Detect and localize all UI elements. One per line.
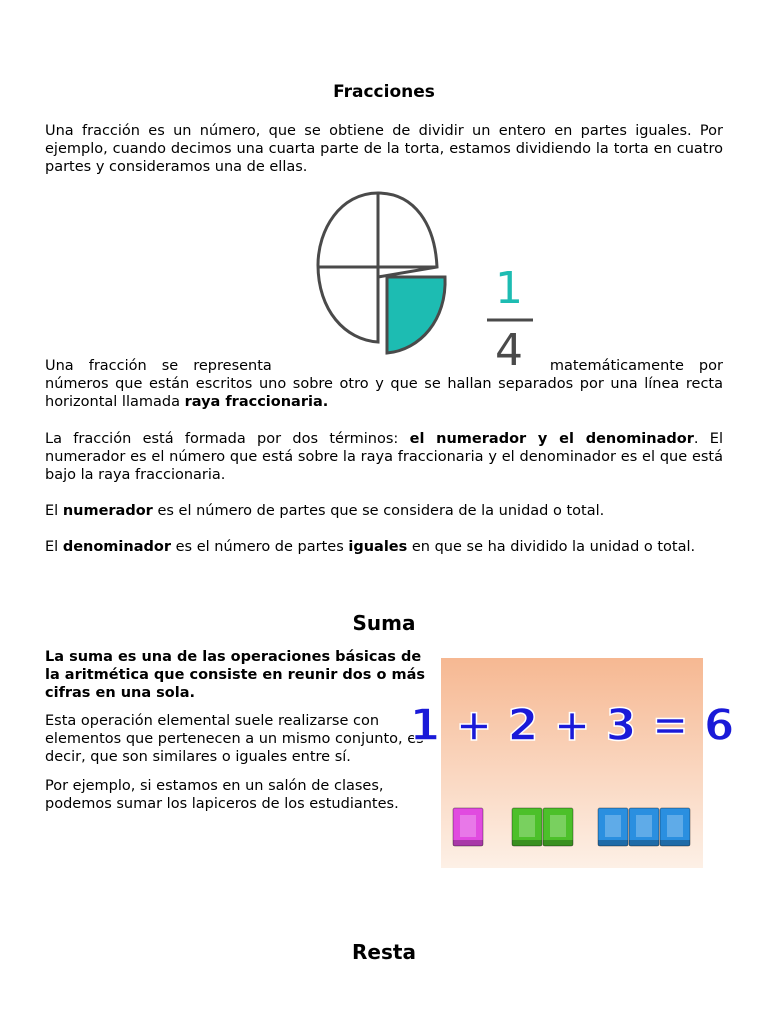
suma-bold-intro: La suma es una de las operaciones básicas de la aritmética que consiste en reunir dos o más cifras en una sola. [45,649,425,701]
addition-equation: 1 + 2 + 3 = 6 [409,700,735,751]
section-title-resta: Resta [352,940,416,964]
fraction-denominator: 4 [495,325,523,376]
suma-illustration [409,658,735,868]
fracciones-intro: Una fracción es un número, que se obtiene de dividir un entero en partes iguales. Por ejemplo, cuando decimos una cuarta parte de la torta, estamos dividiendo la torta en cuatro partes y consideramos una de ellas. [45,123,723,175]
counting-block-shadow [543,840,573,846]
counting-block-highlight [605,815,621,837]
suma-paragraph-2: Por ejemplo, si estamos en un salón de clases, podemos sumar los lapiceros de los estudiantes. [45,778,399,812]
word: por [698,358,723,374]
text: es el número de partes [171,539,349,555]
pie-shaded-quarter [387,277,445,353]
figure-gap [287,357,535,375]
text: números que están escritos uno sobre otro y que se hallan separados por una línea recta horizontal llamada [45,376,723,410]
counting-block-highlight [460,815,476,837]
counting-block-highlight [636,815,652,837]
suma-paragraph-1: Esta operación elemental suele realizarse con elementos que pertenecen a un mismo conjunto, es decir, que son similares o iguales entre sí. [45,713,424,765]
counting-block-shadow [453,840,483,846]
bold-term: numerador [62,503,153,519]
counting-block-shadow [629,840,659,846]
counting-block-highlight [519,815,535,837]
counting-block-highlight [550,815,566,837]
representa-line [45,357,723,375]
text: es el número de partes que se considera de la unidad o total. [152,503,605,519]
bold-term: el numerador y el denominador [409,431,694,447]
word: se [161,358,179,374]
denominador-paragraph [45,538,723,556]
fraction-numerator: 1 [495,263,523,314]
representa-continuation [45,375,723,411]
numerador-paragraph [45,502,723,520]
bold-term: iguales [348,539,408,555]
word: Una [45,358,74,374]
word: matemáticamente [549,358,684,374]
counting-block-shadow [512,840,542,846]
bold-term: raya fraccionaria. [184,394,329,410]
section-title-suma: Suma [352,611,416,635]
counting-block-shadow [660,840,690,846]
section-title-fracciones: Fracciones [333,82,435,102]
counting-block-shadow [598,840,628,846]
fraction-pie-figure [310,185,550,376]
bold-term: denominador [62,539,171,555]
text: La fracción está formada por dos términos: [45,431,410,447]
terminos-paragraph [45,430,723,484]
text: El [45,503,63,519]
counting-block-highlight [667,815,683,837]
word: representa [193,358,272,374]
text: en que se ha dividido la unidad o total. [407,539,696,555]
word: fracción [88,358,147,374]
text: El [45,539,63,555]
text: . El numerador es el número que está sobre la raya fraccionaria y el denominador es el que está bajo la raya fraccionaria. [45,431,723,483]
